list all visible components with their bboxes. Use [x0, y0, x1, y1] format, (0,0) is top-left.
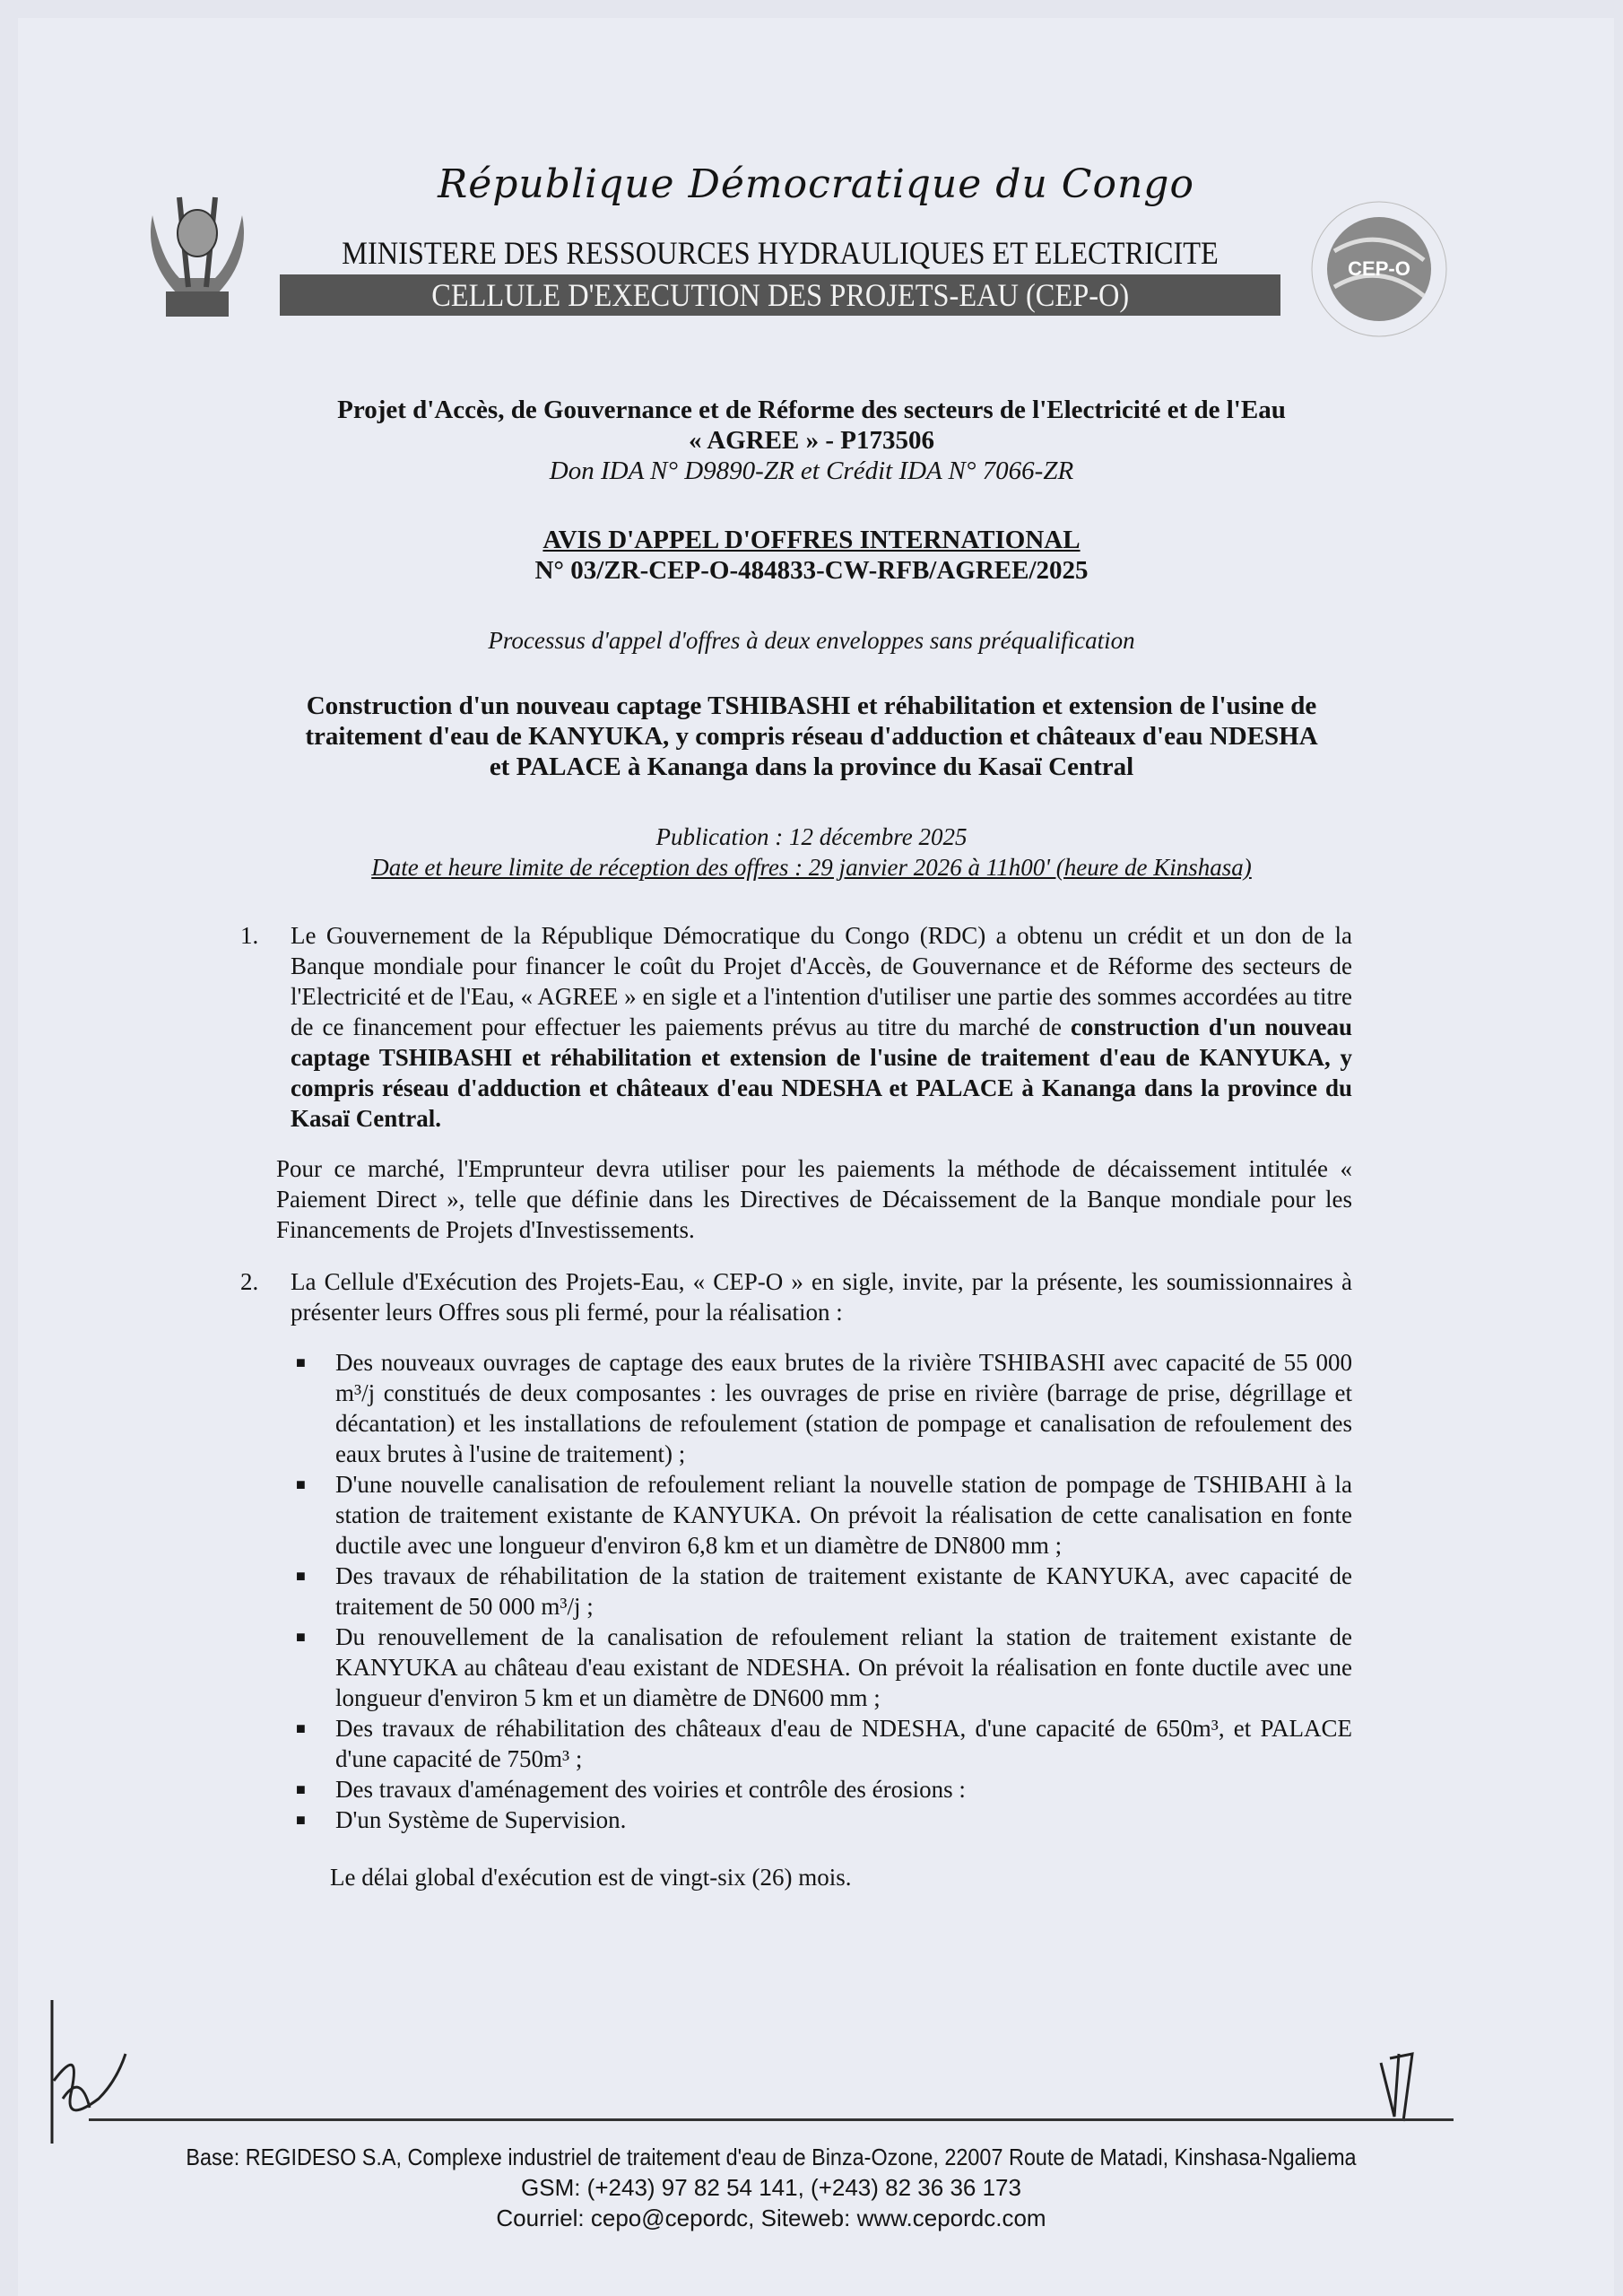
section-1-intro: Le Gouvernement de la République Démocratique du Congo (RDC) a obtenu un crédit et un don de la Banque mondiale pour financer le coût du Projet d'Accès, de Gouvernance et de Réforme des secteurs de l'Electricité et de l'Eau, « AGREE » en sigle et a l'intention d'utiliser une partie des sommes accordées au titre de ce financement pour effectuer les paiements prévus au titre du marché de — [291, 922, 1352, 1040]
section-1-bold: construction d'un nouveau captage TSHIBASHI et réhabilitation et extension de l'usine de traitement d'eau de KANYUKA, y compris réseau d'adduction et châteaux d'eau NDESHA et PALACE à Kananga dans la province du Kasaï Central. — [291, 1013, 1352, 1132]
subject-line: traitement d'eau de KANYUKA, y compris réseau d'adduction et châteaux d'eau NDESHA — [305, 722, 1318, 751]
cell-banner-text: CELLULE D'EXECUTION DES PROJETS-EAU (CEP-O) — [431, 277, 1129, 313]
bullet-icon: ■ — [296, 1567, 306, 1585]
project-title: Projet d'Accès, de Gouvernance et de Réforme des secteurs de l'Electricité et de l'Eau — [337, 396, 1286, 424]
section-number: 1. — [240, 922, 259, 949]
submission-deadline: Date et heure limite de réception des offres : 29 janvier 2026 à 11h00' (heure de Kinshasa) — [371, 854, 1252, 881]
email-link[interactable]: cepo@cepordc — [590, 2205, 749, 2231]
project-code: « AGREE » - P173506 — [689, 426, 934, 455]
notice-number: N° 03/ZR-CEP-O-484833-CW-RFB/AGREE/2025 — [534, 556, 1089, 585]
section-2-text: La Cellule d'Exécution des Projets-Eau, « CEP-O » en sigle, invite, par la présente, les soumissionnaires à présenter leurs Offres sous pli fermé, pour la réalisation : — [291, 1268, 1352, 1326]
bullet-icon: ■ — [296, 1780, 306, 1798]
section-number: 2. — [240, 1268, 259, 1295]
cep-o-logo-icon — [1298, 188, 1460, 350]
list-item: ■ Des travaux de réhabilitation des châteaux d'eau de NDESHA, d'une capacité de 650m³, et PALACE d'une capacité de 750m³ ; — [291, 1713, 1352, 1774]
cell-banner — [280, 274, 1280, 316]
coat-of-arms-icon — [126, 179, 269, 323]
section-1 — [240, 920, 1352, 1134]
bullet-icon: ■ — [296, 1475, 306, 1493]
list-item: ■ D'une nouvelle canalisation de refoulement reliant la nouvelle station de pompage de TSHIBAHI à la station de traitement existante de KANYUKA. On prévoit la réalisation de cette canalisation en fonte ductile avec une longueur d'environ 6,8 km et un diamètre de DN800 mm ; — [291, 1469, 1352, 1561]
logo-text: CEP-O — [1348, 257, 1410, 280]
publication-date: Publication : 12 décembre 2025 — [655, 823, 968, 850]
list-item: ■ D'un Système de Supervision. — [291, 1805, 1352, 1835]
list-item: ■ Des travaux d'aménagement des voiries et contrôle des érosions : — [291, 1774, 1352, 1805]
site-link[interactable]: www.cepordc.com — [856, 2205, 1046, 2231]
bullet-icon: ■ — [296, 1628, 306, 1646]
footer-divider — [89, 2118, 1454, 2121]
footer-phone: GSM: (+243) 97 82 54 141, (+243) 82 36 36 173 — [521, 2174, 1021, 2201]
section-2 — [240, 1266, 1352, 1835]
bullet-icon: ■ — [296, 1811, 306, 1829]
notice-title: AVIS D'APPEL D'OFFRES INTERNATIONAL — [542, 526, 1081, 554]
funding-reference: Don IDA N° D9890-ZR et Crédit IDA N° 7066-ZR — [549, 457, 1074, 485]
subject-line: et PALACE à Kananga dans la province du Kasaï Central — [489, 752, 1134, 781]
site-label: Siteweb: — [760, 2205, 851, 2231]
footer-address: Base: REGIDESO S.A, Complexe industriel de traitement d'eau de Binza-Ozone, 22007 Route de Matadi, Kinshasa-Ngaliema — [186, 2144, 1357, 2170]
initials-mark-icon — [1372, 2036, 1426, 2126]
republic-title: République Démocratique du Congo — [438, 161, 1194, 207]
ministry-name: MINISTERE DES RESSOURCES HYDRAULIQUES ET ELECTRICITE — [342, 235, 1219, 271]
signature-initials-icon — [45, 1991, 161, 2152]
subject-line: Construction d'un nouveau captage TSHIBASHI et réhabilitation et extension de l'usine de — [306, 691, 1317, 720]
email-label: Courriel: — [496, 2205, 585, 2231]
bullet-icon: ■ — [296, 1353, 306, 1371]
execution-duration: Le délai global d'exécution est de vingt-six (26) mois. — [330, 1864, 852, 1891]
list-item: ■ Du renouvellement de la canalisation de refoulement reliant la station de traitement existante de KANYUKA au château d'eau existant de NDESHA. On prévoit la réalisation en fonte ductile avec une longueur d'environ 5 km et un diamètre de DN600 mm ; — [291, 1622, 1352, 1713]
works-list — [291, 1347, 1352, 1835]
notice-body — [240, 920, 1352, 1892]
footer-contact: Courriel: cepo@cepordc, Siteweb: www.cepordc.com — [496, 2205, 1046, 2231]
list-item: ■ Des nouveaux ouvrages de captage des eaux brutes de la rivière TSHIBASHI avec capacité de 55 000 m³/j constitués de deux composantes : les ouvrages de prise en rivière (barrage de prise, dégrillage et décantation) et les installations de refoulement (station de pompage et canalisation de refoulement des eaux brutes à l'usine de traitement) ; — [291, 1347, 1352, 1469]
section-1-payment: Pour ce marché, l'Emprunteur devra utiliser pour les paiements la méthode de décaissement intitulée « Paiement Direct », telle que définie dans les Directives de Décaissement de la Banque mondiale pour les Financements de Projets d'Investissements. — [276, 1155, 1352, 1243]
section-1-text — [291, 920, 1352, 1134]
process-type: Processus d'appel d'offres à deux enveloppes sans préqualification — [488, 627, 1135, 654]
list-item: ■ Des travaux de réhabilitation de la station de traitement existante de KANYUKA, avec capacité de traitement de 50 000 m³/j ; — [291, 1561, 1352, 1622]
bullet-icon: ■ — [296, 1719, 306, 1737]
